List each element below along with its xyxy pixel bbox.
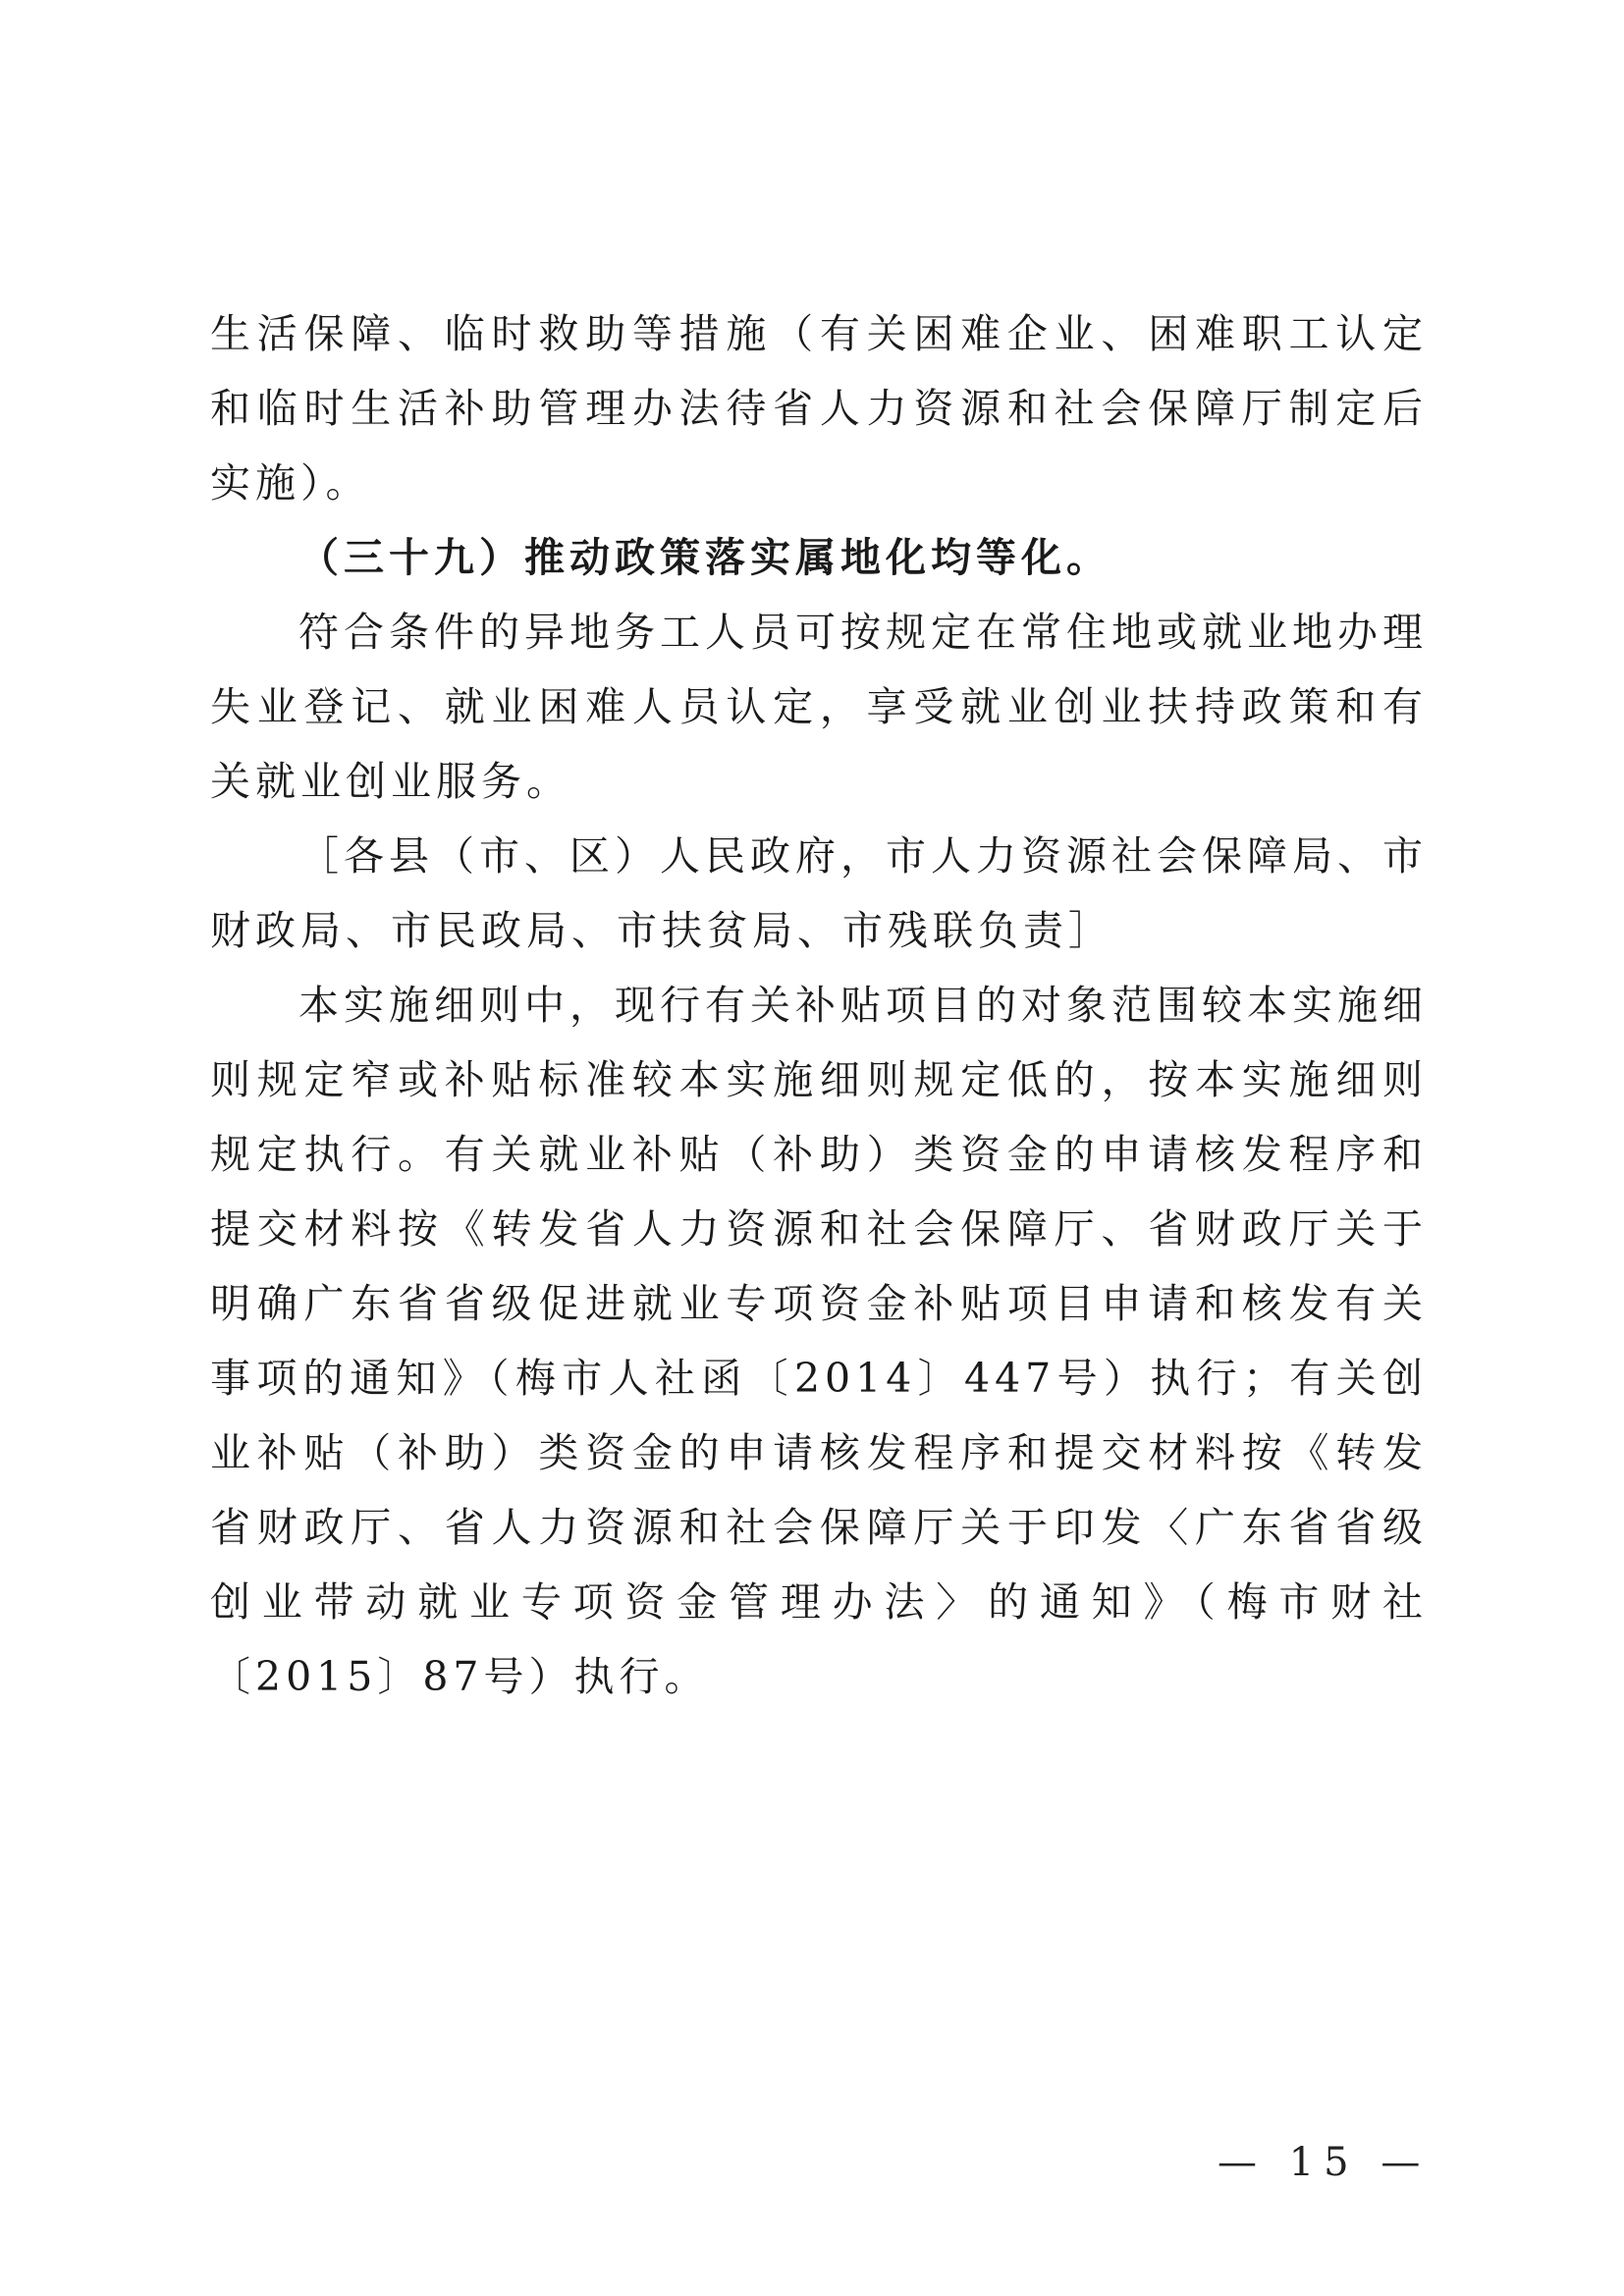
page-number: — 15 — [1218, 2140, 1431, 2185]
paragraph-continuation: 生活保障、临时救助等措施（有关困难企业、困难职工认定和临时生活补助管理办法待省人力资源和社会保障厅制定后实施）。 [210, 310, 1428, 507]
paragraph-responsibility: ［各县（市、区）人民政府，市人力资源社会保障局、市财政局、市民政局、市扶贫局、市残联负责］ [210, 832, 1428, 954]
section-heading: （三十九）推动政策落实属地化均等化。 [298, 534, 1111, 581]
paragraph-implementation-notes: 本实施细则中，现行有关补贴项目的对象范围较本实施细则规定窄或补贴标准较本实施细则规定低的，按本实施细则规定执行。有关就业补贴（补助）类资金的申请核发程序和提交材料按《转发省人力资源和社会保障厅、省财政厅关于明确广东省省级促进就业专项资金补贴项目申请和核发有关事项的通知》（梅市人社函〔2014〕447号）执行；有关创业补贴（补助）类资金的申请核发程序和提交材料按《转发省财政厅、省人力资源和社会保障厅关于印发〈广东省省级创业带动就业专项资金管理办法〉的通知》（梅市财社〔2015〕87号）执行。 [210, 982, 1428, 1700]
document-body [210, 296, 1428, 1714]
paragraph-policy: 符合条件的异地务工人员可按规定在常住地或就业地办理失业登记、就业困难人员认定，享受就业创业扶持政策和有关就业创业服务。 [210, 609, 1428, 805]
